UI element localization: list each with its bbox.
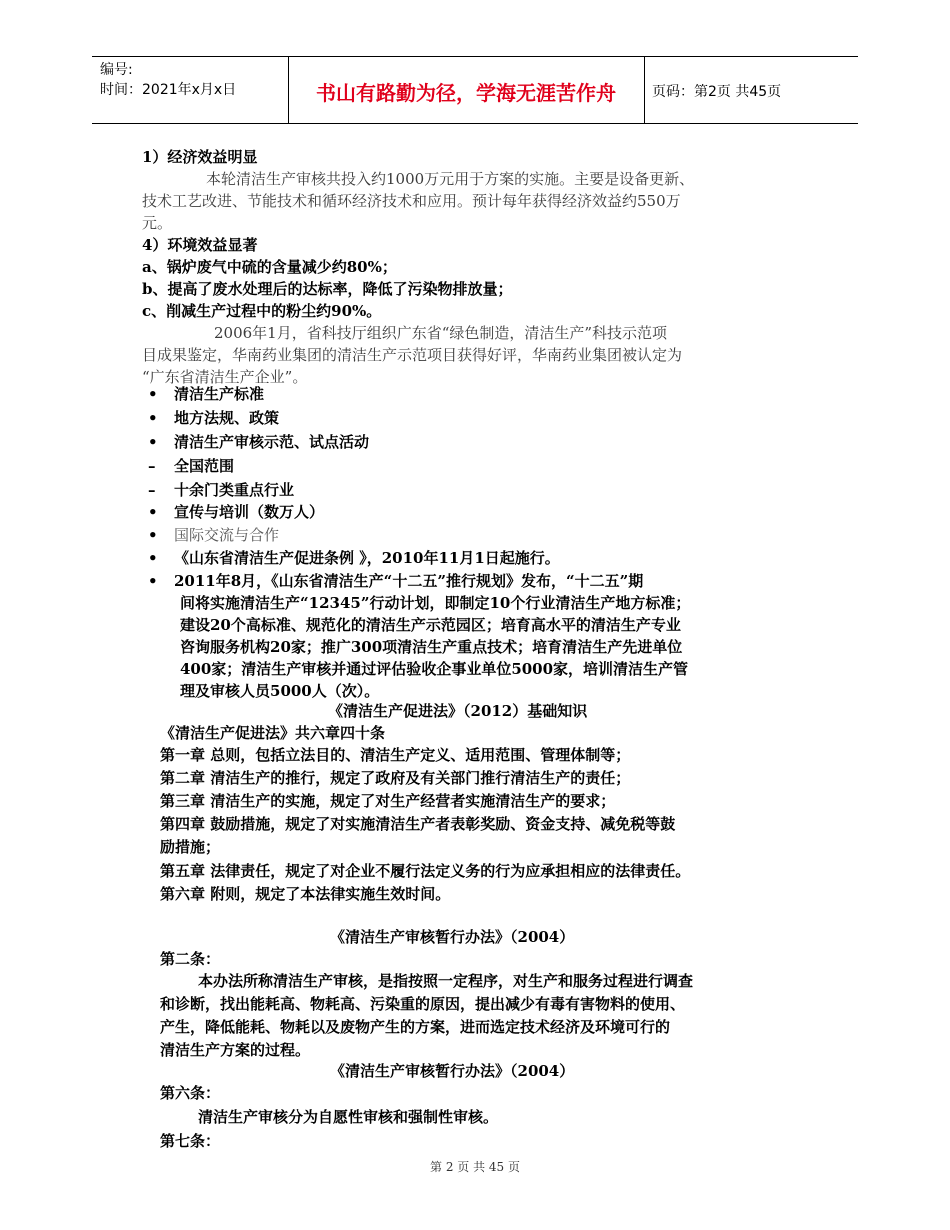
audit-heading: 《清洁生产审核暂行办法》（2004） — [330, 928, 575, 946]
chapter-line: 第二章 清洁生产的推行，规定了政府及有关部门推行清洁生产的责任； — [160, 769, 631, 787]
chapter-line: 第三章 清洁生产的实施，规定了对生产经营者实施清洁生产的要求； — [160, 792, 616, 810]
paragraph-line: 目成果鉴定，华南药业集团的清洁生产示范项目获得好评，华南药业集团被认定为 — [142, 346, 683, 364]
list-item: a、锅炉废气中硫的含量减少约80%； — [142, 258, 397, 276]
article-line: 产生，降低能耗、物耗以及废物产生的方案，进而选定技术经济及环境可行的 — [160, 1018, 671, 1036]
header-left-cell — [92, 57, 289, 123]
bullet-text: 地方法规、政策 — [174, 409, 280, 427]
bullet-mark: • — [148, 385, 158, 403]
motto-text: 书山有路勤为径，学海无涯苦作舟 — [316, 81, 616, 105]
time-label: 时间：2021年x月x日 — [100, 82, 237, 98]
bullet-mark: • — [148, 526, 158, 544]
page-header — [92, 56, 858, 124]
page-footer: 第 2 页 共 45 页 — [430, 1160, 520, 1174]
chapter-line: 第四章 鼓励措施，规定了对实施清洁生产者表彰奖励、资金支持、减免税等鼓 — [160, 815, 676, 833]
bullet-continuation: 建设20个高标准、规范化的清洁生产示范园区；培育高水平的清洁生产专业 — [180, 616, 681, 634]
bullet-text: 十余门类重点行业 — [174, 481, 295, 499]
paragraph-line: “广东省清洁生产企业”。 — [142, 368, 308, 386]
bullet-continuation: 理及审核人员5000人（次）。 — [180, 682, 380, 700]
chapter-line: 第一章 总则，包括立法目的、清洁生产定义、适用范围、管理体制等； — [160, 746, 631, 764]
audit-heading: 《清洁生产审核暂行办法》（2004） — [330, 1062, 575, 1080]
bullet-text: 全国范围 — [174, 457, 235, 475]
bullet-mark: • — [148, 503, 158, 521]
bullet-text: 清洁生产审核示范、试点活动 — [174, 433, 370, 451]
chapter-line: 励措施； — [160, 838, 221, 856]
bullet-continuation: 400家；清洁生产审核并通过评估验收企事业单位5000家，培训清洁生产管 — [180, 660, 689, 678]
law-subheading: 《清洁生产促进法》共六章四十条 — [160, 724, 386, 742]
article-label: 第六条： — [160, 1084, 221, 1102]
bullet-text: 2011年8月，《山东省清洁生产“十二五”推行规划》发布，“十二五”期 — [174, 572, 644, 590]
article-label: 第七条： — [160, 1132, 221, 1150]
bullet-text: 《山东省清洁生产促进条例 》，2010年11月1日起施行。 — [174, 549, 560, 567]
article-line: 清洁生产方案的过程。 — [160, 1041, 311, 1059]
paragraph-line: 技术工艺改进、节能技术和循环经济技术和应用。预计每年获得经济效益约550万 — [142, 192, 681, 210]
page-number-label: 页码：第2页 共45页 — [652, 84, 782, 100]
header-right-cell — [644, 57, 858, 123]
paragraph-line: 2006年1月，省科技厅组织广东省“绿色制造，清洁生产”科技示范项 — [214, 324, 668, 342]
serial-label: 编号: — [100, 62, 133, 78]
list-item: b、提高了废水处理后的达标率，降低了污染物排放量； — [142, 280, 513, 298]
header-motto-cell — [288, 57, 645, 123]
dash-mark: – — [148, 481, 156, 499]
bullet-mark: • — [148, 433, 158, 451]
law-heading: 《清洁生产促进法》（2012）基础知识 — [328, 702, 588, 720]
article-line: 本办法所称清洁生产审核，是指按照一定程序，对生产和服务过程进行调查 — [198, 972, 694, 990]
paragraph-line: 元。 — [142, 214, 173, 232]
bullet-text: 国际交流与合作 — [174, 526, 280, 544]
dash-mark: – — [148, 457, 156, 475]
bullet-text: 清洁生产标准 — [174, 385, 265, 403]
paragraph-line: 本轮清洁生产审核共投入约1000万元用于方案的实施。主要是设备更新、 — [206, 170, 695, 188]
article-line: 清洁生产审核分为自愿性审核和强制性审核。 — [198, 1108, 499, 1126]
chapter-line: 第六章 附则，规定了本法律实施生效时间。 — [160, 885, 451, 903]
bullet-mark: • — [148, 572, 158, 590]
article-line: 和诊断，找出能耗高、物耗高、污染重的原因，提出减少有毒有害物料的使用、 — [160, 995, 686, 1013]
bullet-continuation: 咨询服务机构20家；推广300项清洁生产重点技术；培育清洁生产先进单位 — [180, 638, 683, 656]
section-environment-title: 4）环境效益显著 — [142, 236, 258, 254]
bullet-continuation: 间将实施清洁生产“12345”行动计划，即制定10个行业清洁生产地方标准； — [180, 594, 691, 612]
bullet-mark: • — [148, 549, 158, 567]
chapter-line: 第五章 法律责任，规定了对企业不履行法定义务的行为应承担相应的法律责任。 — [160, 862, 691, 880]
article-label: 第二条： — [160, 950, 221, 968]
list-item: c、削减生产过程中的粉尘约90%。 — [142, 302, 382, 320]
section-economic-title: 1）经济效益明显 — [142, 148, 258, 166]
bullet-mark: • — [148, 409, 158, 427]
bullet-text: 宣传与培训（数万人） — [174, 503, 325, 521]
